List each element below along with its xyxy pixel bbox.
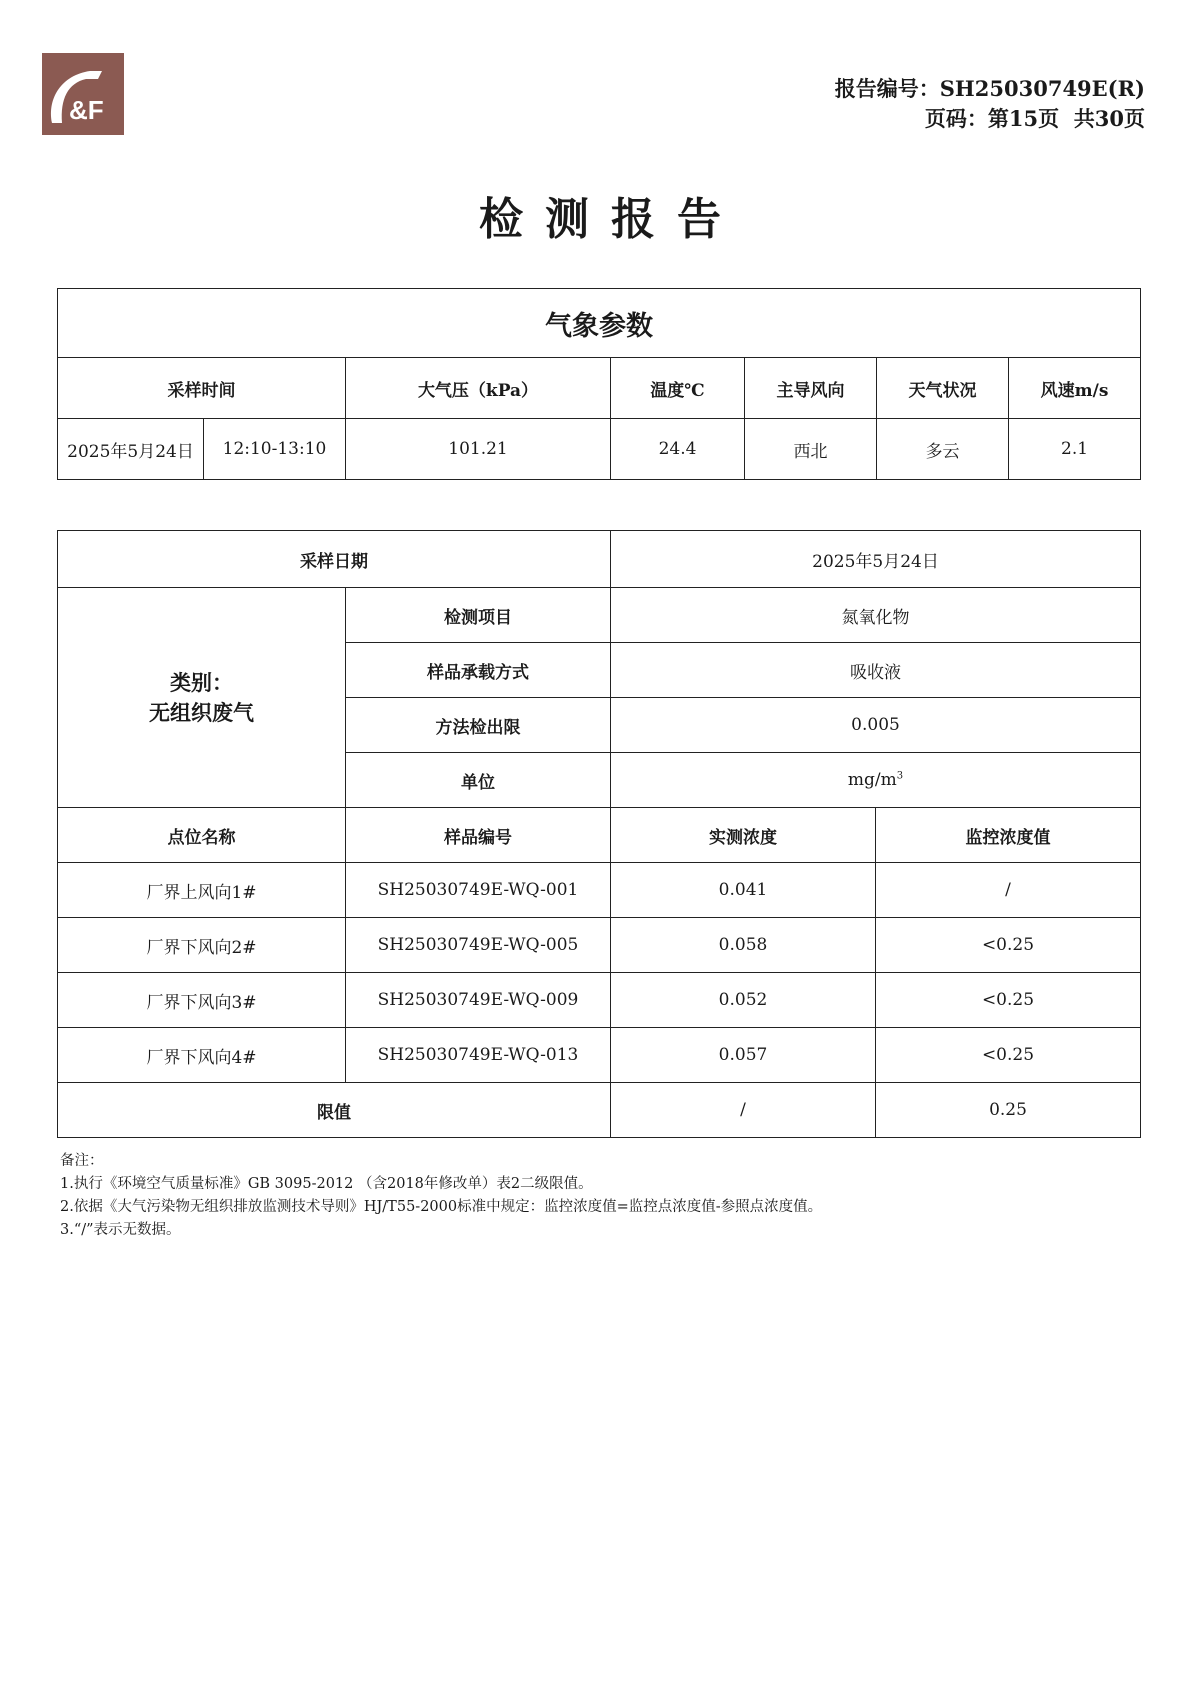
row-monitor: / (876, 863, 1141, 918)
company-logo (42, 53, 124, 135)
page-current: 第15页 (987, 106, 1060, 131)
row-sample: SH25030749E-WQ-013 (346, 1028, 611, 1083)
limit-measured: / (611, 1083, 876, 1138)
row-site: 厂界上风向1# (58, 863, 346, 918)
unit-sup: 3 (896, 770, 904, 782)
weather-header-wind-speed: 风速m/s (1009, 358, 1141, 419)
row-monitor: <0.25 (876, 973, 1141, 1028)
page-title: 检测报告 (479, 194, 743, 245)
weather-date: 2025年5月24日 (58, 419, 204, 480)
row-monitor: <0.25 (876, 1028, 1141, 1083)
sampling-date-label: 采样日期 (58, 531, 611, 588)
sampling-date: 2025年5月24日 (611, 531, 1141, 588)
weather-wind-direction: 西北 (745, 419, 877, 480)
row-site: 厂界下风向4# (58, 1028, 346, 1083)
column-header-sample: 样品编号 (346, 808, 611, 863)
report-number: SH25030749E(R) (939, 76, 1145, 101)
page-label: 页码： (924, 106, 988, 131)
limit-value: 0.25 (876, 1083, 1141, 1138)
weather-header-wind-direction: 主导风向 (745, 358, 877, 419)
column-header-measured: 实测浓度 (611, 808, 876, 863)
table-row (58, 918, 1141, 973)
page-total: 共30页 (1073, 106, 1145, 131)
weather-table (57, 288, 1141, 480)
row-measured: 0.052 (611, 973, 876, 1028)
category-label: 类别： (170, 669, 233, 695)
row-sample: SH25030749E-WQ-005 (346, 918, 611, 973)
weather-pressure: 101.21 (346, 419, 611, 480)
row-measured: 0.058 (611, 918, 876, 973)
table-row (58, 973, 1141, 1028)
row-measured: 0.057 (611, 1028, 876, 1083)
weather-condition: 多云 (877, 419, 1009, 480)
column-header-monitor: 监控浓度值 (876, 808, 1141, 863)
page-number-line (835, 104, 1145, 134)
category-value: 无组织废气 (149, 699, 254, 725)
param-value-carrier: 吸收液 (611, 643, 1141, 698)
row-site: 厂界下风向2# (58, 918, 346, 973)
limit-label: 限值 (58, 1083, 611, 1138)
category-cell (58, 588, 346, 808)
row-site: 厂界下风向3# (58, 973, 346, 1028)
param-label-carrier: 样品承载方式 (346, 643, 611, 698)
param-label-detection-limit: 方法检出限 (346, 698, 611, 753)
table-row (58, 863, 1141, 918)
weather-header-condition: 天气状况 (877, 358, 1009, 419)
row-monitor: <0.25 (876, 918, 1141, 973)
svg-text:&F: &F (69, 95, 104, 125)
param-value-item: 氮氧化物 (611, 588, 1141, 643)
notes-heading: 备注： (60, 1153, 104, 1169)
weather-header-temperature: 温度℃ (611, 358, 745, 419)
row-measured: 0.041 (611, 863, 876, 918)
param-value-detection-limit: 0.005 (611, 698, 1141, 753)
weather-header-pressure: 大气压（kPa） (346, 358, 611, 419)
logo-mark-icon (42, 53, 124, 135)
weather-wind-speed: 2.1 (1009, 419, 1141, 480)
weather-temperature: 24.4 (611, 419, 745, 480)
weather-caption: 气象参数 (58, 289, 1141, 358)
unit-base: mg/m (847, 770, 897, 790)
note-item: 2.依据《大气污染物无组织排放监测技术导则》HJ/T55-2000标准中规定：监控浓度值=监控点浓度值-参照点浓度值。 (60, 1199, 823, 1215)
note-item: 3.“/”表示无数据。 (60, 1222, 181, 1238)
table-row (58, 1028, 1141, 1083)
weather-header-time: 采样时间 (58, 358, 346, 419)
note-item: 1.执行《环境空气质量标准》GB 3095-2012 （含2018年修改单）表2二级限值。 (60, 1176, 593, 1192)
unit-value (611, 753, 1141, 808)
param-label-item: 检测项目 (346, 588, 611, 643)
notes-section (60, 1150, 822, 1242)
report-number-label: 报告编号： (834, 76, 940, 101)
results-table (57, 530, 1141, 1138)
row-sample: SH25030749E-WQ-009 (346, 973, 611, 1028)
row-sample: SH25030749E-WQ-001 (346, 863, 611, 918)
column-header-site: 点位名称 (58, 808, 346, 863)
unit-label: 单位 (346, 753, 611, 808)
report-number-line (835, 74, 1145, 104)
weather-time: 12:10-13:10 (204, 419, 346, 480)
report-header-info (835, 74, 1145, 134)
